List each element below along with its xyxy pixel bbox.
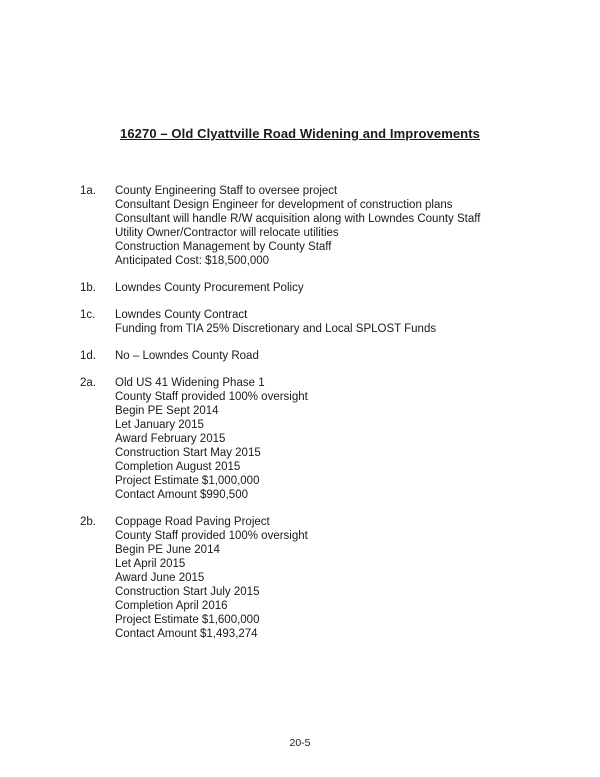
item-body xyxy=(115,376,308,502)
item-line: County Staff provided 100% oversight xyxy=(115,391,308,403)
item-body xyxy=(115,515,308,641)
item-body xyxy=(115,308,436,336)
item-line: Utility Owner/Contractor will relocate utilities xyxy=(115,227,339,239)
item-line: No – Lowndes County Road xyxy=(115,350,259,362)
list-item xyxy=(80,308,560,336)
item-line: Contact Amount $1,493,274 xyxy=(115,628,258,640)
item-line: Anticipated Cost: $18,500,000 xyxy=(115,255,270,267)
item-line: Project Estimate $1,000,000 xyxy=(115,475,260,487)
items-list xyxy=(80,184,560,654)
item-line: Old US 41 Widening Phase 1 xyxy=(115,377,265,389)
list-item xyxy=(80,376,560,502)
item-label: 2a. xyxy=(80,377,96,389)
item-line: Begin PE Sept 2014 xyxy=(115,405,219,417)
item-line: County Engineering Staff to oversee project xyxy=(115,185,338,197)
list-item xyxy=(80,184,560,268)
page-number: 20-5 xyxy=(289,737,311,749)
item-line: Completion April 2016 xyxy=(115,600,228,612)
list-item xyxy=(80,515,560,641)
item-line: Let January 2015 xyxy=(115,419,204,431)
document-title: 16270 – Old Clyattville Road Widening and Improvements xyxy=(120,126,480,141)
item-line: Begin PE June 2014 xyxy=(115,544,220,556)
item-line: Funding from TIA 25% Discretionary and Local SPLOST Funds xyxy=(115,323,437,335)
item-line: Award February 2015 xyxy=(115,433,226,445)
item-label: 1d. xyxy=(80,350,96,362)
item-body xyxy=(115,349,259,363)
item-line: Construction Start July 2015 xyxy=(115,586,260,598)
item-line: Construction Management by County Staff xyxy=(115,241,332,253)
item-line: Let April 2015 xyxy=(115,558,186,570)
item-line: Coppage Road Paving Project xyxy=(115,516,270,528)
item-line: Award June 2015 xyxy=(115,572,205,584)
item-line: Lowndes County Procurement Policy xyxy=(115,282,304,294)
item-line: County Staff provided 100% oversight xyxy=(115,530,308,542)
item-label: 1a. xyxy=(80,185,96,197)
item-line: Contact Amount $990,500 xyxy=(115,489,248,501)
item-line: Consultant will handle R/W acquisition along with Lowndes County Staff xyxy=(115,213,481,225)
item-body xyxy=(115,184,480,268)
item-body xyxy=(115,281,304,295)
item-label: 1b. xyxy=(80,282,96,294)
item-line: Consultant Design Engineer for development of construction plans xyxy=(115,199,453,211)
item-line: Construction Start May 2015 xyxy=(115,447,261,459)
list-item xyxy=(80,349,560,363)
item-line: Completion August 2015 xyxy=(115,461,241,473)
item-line: Project Estimate $1,600,000 xyxy=(115,614,260,626)
item-label: 1c. xyxy=(80,309,96,321)
item-label: 2b. xyxy=(80,516,96,528)
list-item xyxy=(80,281,560,295)
item-line: Lowndes County Contract xyxy=(115,309,248,321)
